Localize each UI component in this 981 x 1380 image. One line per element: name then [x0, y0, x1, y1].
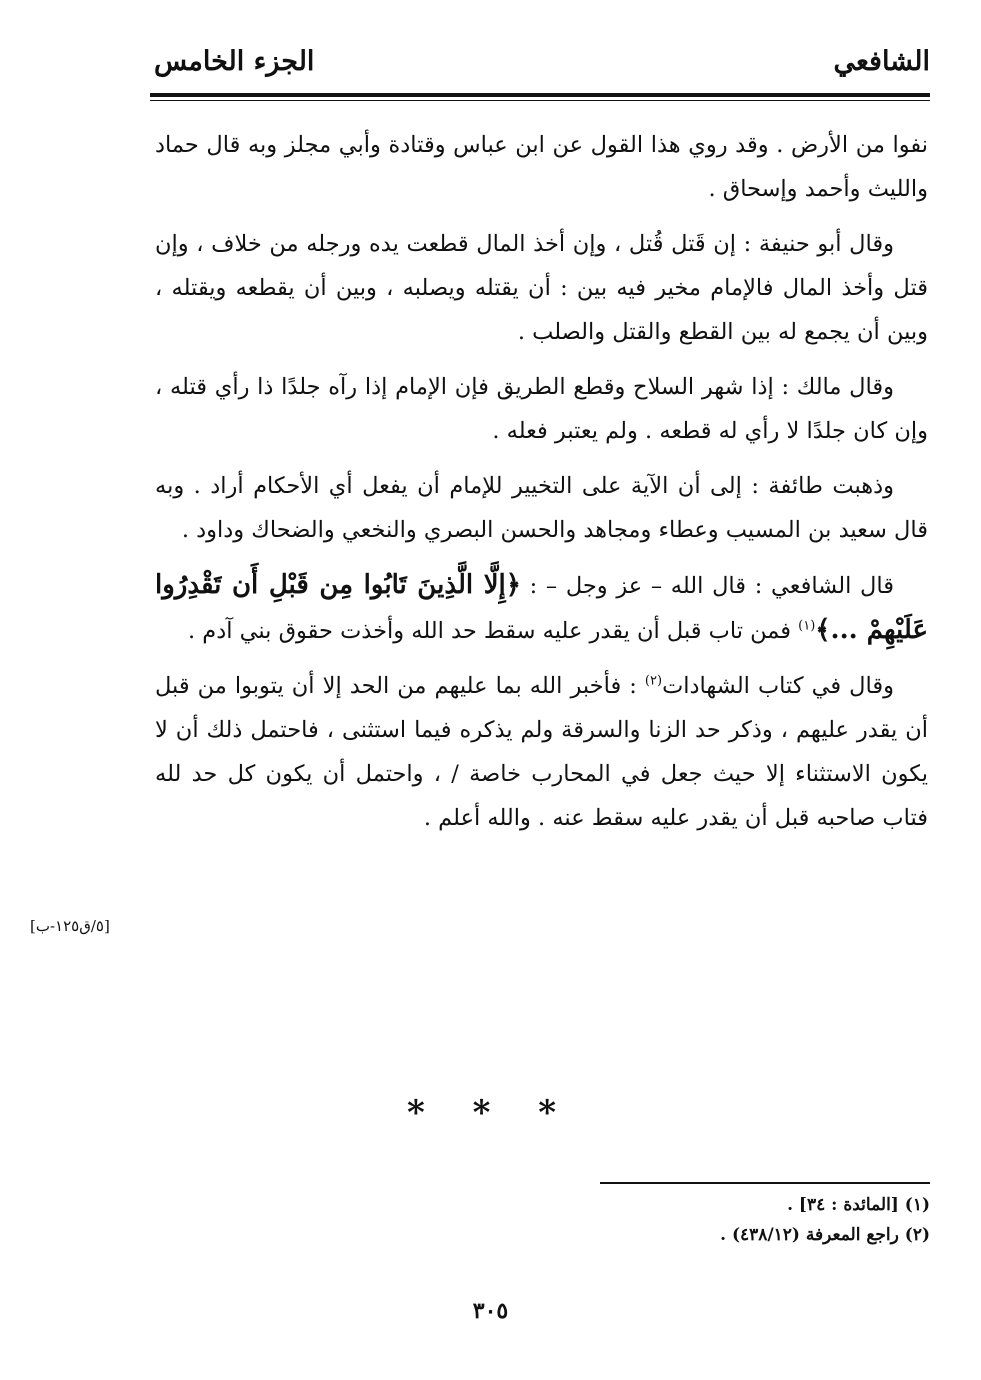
footnote-2: (٢) راجع المعرفة (٤٣٨/١٢) . [720, 1225, 930, 1245]
footnote-rule [600, 1182, 930, 1184]
paragraph-1: نفوا من الأرض . وقد روي هذا القول عن ابن عباس وقتادة وأبي مجلز وبه قال حماد والليث وأحمد وإسحاق . [155, 132, 928, 202]
footnote-1: (١) [المائدة : ٣٤] . [787, 1195, 930, 1215]
quran-verse: ﴿إِلَّا الَّذِينَ تَابُوا مِن قَبْلِ أَن تَقْدِرُوا عَلَيْهِمْ ...﴾ [155, 570, 928, 645]
main-text [155, 123, 928, 851]
section-separator: * * * [406, 1093, 574, 1133]
footnote-ref-2[interactable]: (٢) [644, 673, 663, 689]
paragraph-5 [155, 563, 928, 653]
manuscript-folio-note: [٥/ق١٢٥-ب] [30, 917, 110, 935]
paragraph-6-rest: : فأخبر الله بما عليهم من الحد إلا أن يتوبوا من قبل أن يقدر عليهم ، وذكر حد الزنا والسرقة ولم يذكره فيما استثنى ، فاحتمل ذلك أن لا يكون الاستثناء إلا حيث جعل في المحارب خاصة / ، واحتمل أن يكون كل حد لله فتاب صاحبه قبل أن يقدر عليه سقط عنه . والله أعلم . [155, 673, 928, 831]
part-title: الجزء الخامس [154, 46, 315, 77]
book-title: الشافعي [833, 46, 930, 77]
paragraph-6-intro: وقال في كتاب الشهادات [662, 673, 894, 699]
header-rule-thin [150, 100, 930, 101]
paragraph-4: وذهبت طائفة : إلى أن الآية على التخيير للإمام أن يفعل أي الأحكام أراد . وبه قال سعيد بن المسيب وعطاء ومجاهد والحسن البصري والنخعي والضحاك وداود . [155, 473, 928, 543]
footnotes [540, 1190, 930, 1250]
footnote-ref-1[interactable]: (١) [798, 618, 816, 634]
paragraph-3: وقال مالك : إذا شهر السلاح وقطع الطريق فإن الإمام إذا رآه جلدًا ذا رأي قتله ، وإن كان جلدًا لا رأي له قطعه . ولم يعتبر فعله . [155, 374, 928, 444]
paragraph-5-intro: قال الشافعي : قال الله – عز وجل – : [520, 573, 894, 599]
paragraph-6 [155, 664, 928, 840]
paragraph-5-rest: فمن تاب قبل أن يقدر عليه سقط حد الله وأخذت حقوق بني آدم . [187, 618, 799, 644]
running-header [150, 40, 930, 90]
paragraph-2: وقال أبو حنيفة : إن قَتل قُتل ، وإن أخذ المال قطعت يده ورجله من خلاف ، وإن قتل وأخذ المال فالإمام مخير فيه بين : أن يقتله ويصلبه ، وبين أن يقطعه ويقتله ، وبين أن يجمع له بين القطع والقتل والصلب . [155, 231, 928, 345]
page-number: ٣٠٥ [472, 1298, 509, 1324]
header-rule-thick [150, 93, 930, 97]
